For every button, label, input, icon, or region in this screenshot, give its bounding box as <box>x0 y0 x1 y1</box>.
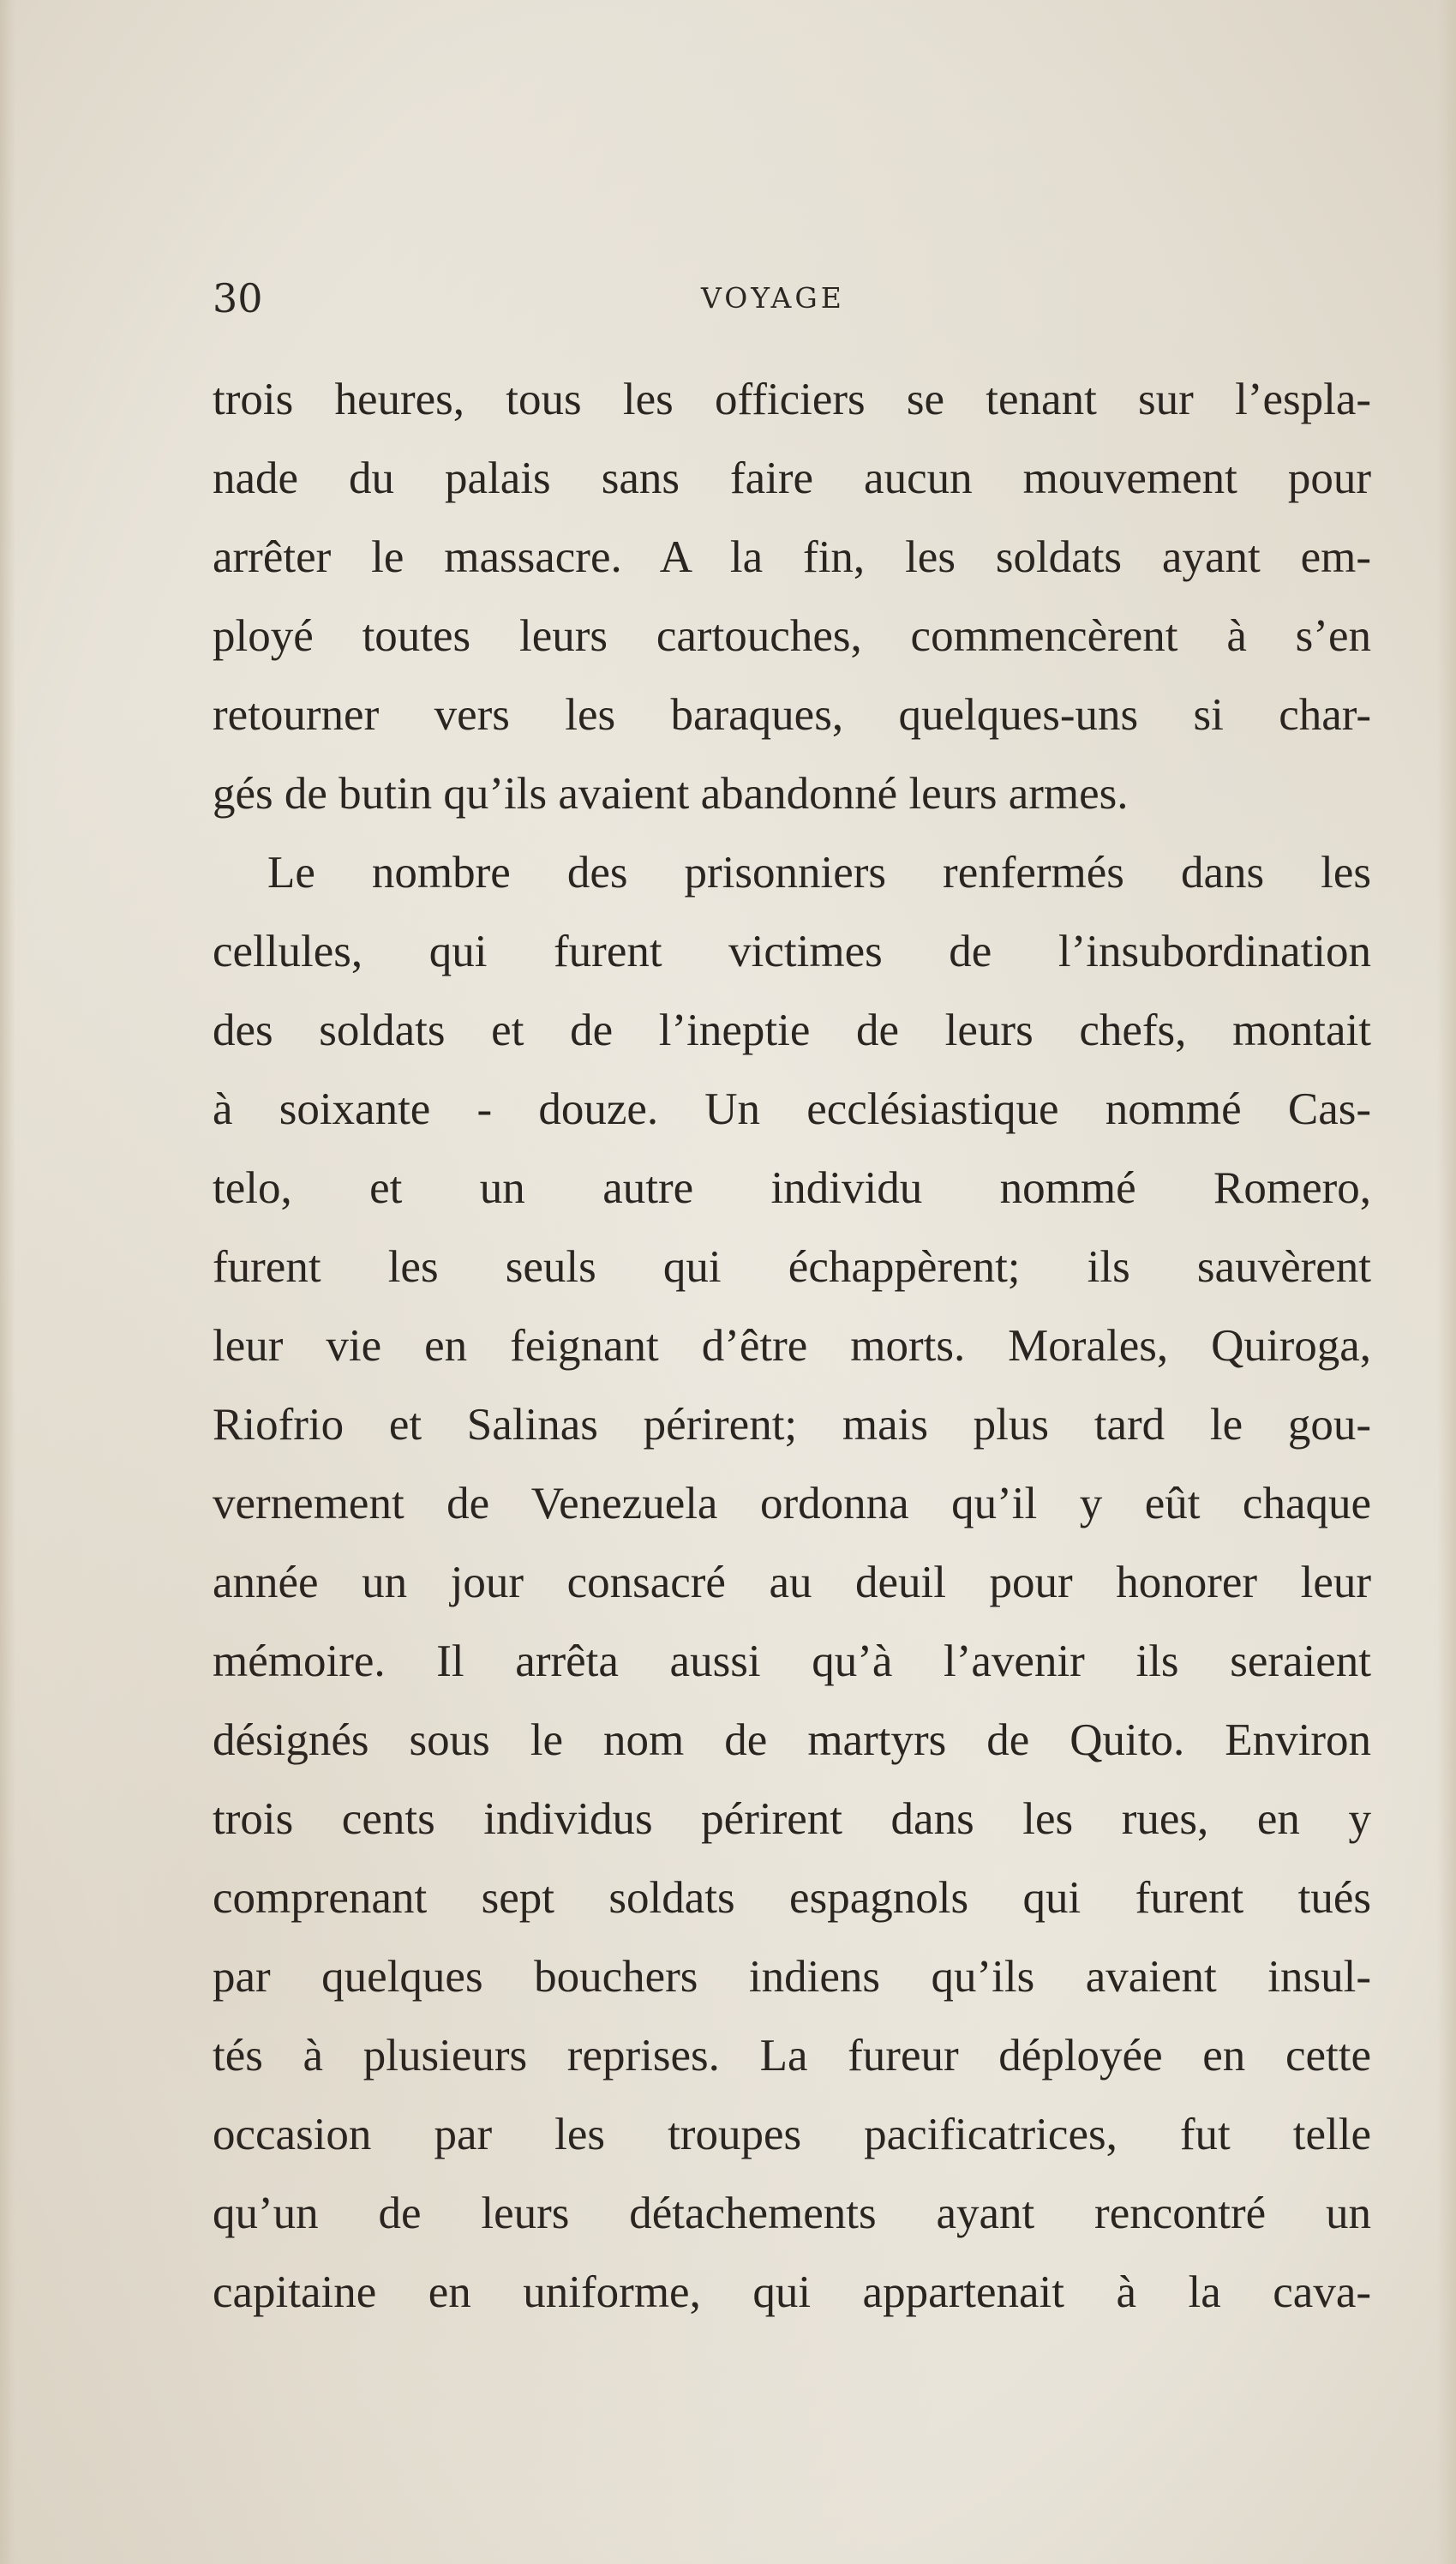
text-line: cellules, qui furent victimes de l’insubordination <box>213 927 1371 976</box>
running-head: VOYAGE <box>701 281 845 315</box>
page-edge-shadow-right <box>1437 0 1456 2564</box>
text-line: vernement de Venezuela ordonna qu’il y eût chaque <box>213 1479 1371 1528</box>
text-line: retourner vers les baraques, quelques-uns si char- <box>213 690 1371 740</box>
text-line: nade du palais sans faire aucun mouvement pour <box>213 453 1371 503</box>
text-line: qu’un de leurs détachements ayant rencontré un <box>213 2189 1371 2238</box>
text-line: comprenant sept soldats espagnols qui furent tués <box>213 1873 1371 1923</box>
text-line: gés de butin qu’ils avaient abandonné leurs armes. <box>213 769 1129 819</box>
text-line: capitaine en uniforme, qui appartenait à la cava- <box>213 2267 1371 2317</box>
text-line: trois cents individus périrent dans les rues, en y <box>213 1794 1371 1844</box>
paragraph-start-line: Le nombre des prisonniers renfermés dans les <box>267 848 1371 898</box>
page-edge-shadow-left <box>0 0 15 2564</box>
text-line: telo, et un autre individu nommé Romero, <box>213 1163 1371 1213</box>
text-line: à soixante - douze. Un ecclésiastique nommé Cas- <box>213 1084 1371 1134</box>
text-line: occasion par les troupes pacificatrices, fut telle <box>213 2110 1371 2159</box>
text-line: des soldats et de l’ineptie de leurs chefs, montait <box>213 1006 1371 1055</box>
text-line: ployé toutes leurs cartouches, commencèrent à s’en <box>213 611 1371 661</box>
text-line: furent les seuls qui échappèrent; ils sauvèrent <box>213 1242 1371 1292</box>
text-line: leur vie en feignant d’être morts. Morales, Quiroga, <box>213 1321 1371 1371</box>
text-line: tés à plusieurs reprises. La fureur déployée en cette <box>213 2031 1371 2081</box>
text-line: année un jour consacré au deuil pour honorer leur <box>213 1558 1371 1607</box>
page-number: 30 <box>213 275 263 321</box>
body-text <box>213 360 1371 2332</box>
page-header <box>213 273 1371 324</box>
text-line: arrêter le massacre. A la fin, les soldats ayant em- <box>213 532 1371 582</box>
text-line: désignés sous le nom de martyrs de Quito. Environ <box>213 1715 1371 1765</box>
text-line: trois heures, tous les officiers se tenant sur l’espla- <box>213 375 1371 424</box>
text-line: par quelques bouchers indiens qu’ils avaient insul- <box>213 1952 1371 2002</box>
text-line: Riofrio et Salinas périrent; mais plus tard le gou- <box>213 1400 1371 1450</box>
text-line: mémoire. Il arrêta aussi qu’à l’avenir ils seraient <box>213 1636 1371 1686</box>
